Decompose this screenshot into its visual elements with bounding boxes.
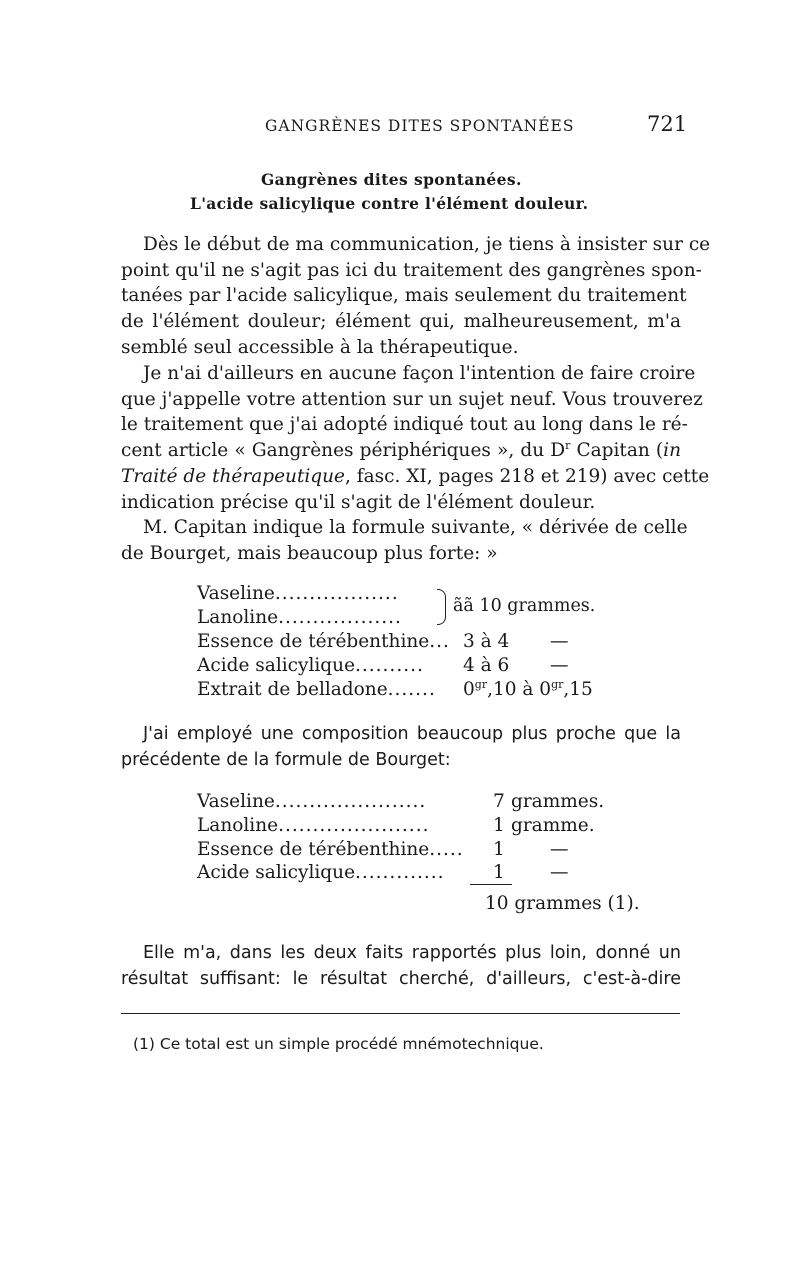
- right-brace: [437, 589, 446, 625]
- paragraph-3: [121, 515, 688, 566]
- unit: —: [550, 862, 569, 883]
- ingredient-name: Vaseline: [197, 583, 275, 604]
- section-title-line1: Gangrènes dites spontanées.: [261, 170, 522, 189]
- formula-row: [197, 583, 399, 604]
- text-line: Dès le début de ma communication, je tiens à insister sur ce: [143, 234, 711, 255]
- text-line: que j'appelle votre attention sur un sujet neuf. Vous trouverez: [121, 388, 703, 410]
- paragraph-2: [121, 361, 710, 515]
- text-segment: , fasc. XI, pages 218 et 219) avec cette: [345, 465, 710, 487]
- paragraph-4: [121, 722, 681, 773]
- text-line: Elle m'a, dans les deux faits rapportés plus loin, donné un: [143, 943, 681, 963]
- text-line: point qu'il ne s'agit pas ici du traitement des gangrènes spon-: [121, 259, 702, 281]
- footnote-rule: [121, 1013, 680, 1014]
- text-line: [121, 464, 710, 490]
- quantity: 7: [493, 791, 505, 812]
- formula-row: [197, 607, 402, 628]
- quantity: 3 à 4: [463, 631, 510, 652]
- text-segment: Capitan (: [570, 440, 664, 462]
- superscript: gr: [474, 677, 488, 691]
- text-segment: cent article « Gangrènes périphériques », du D: [121, 440, 566, 462]
- running-head: GANGRÈNES DITES SPONTANÉES: [265, 117, 575, 135]
- section-title-line2: L'acide salicylique contre l'élément douleur.: [190, 194, 589, 213]
- brace-quantity: ãã 10 grammes.: [453, 596, 596, 616]
- leader-dots: .....: [429, 839, 464, 860]
- text-line: tanées par l'acide salicylique, mais seulement du traitement: [121, 285, 687, 307]
- quantity-part: 0: [463, 679, 475, 700]
- leader-dots: ..........: [355, 655, 424, 676]
- formula-row: [197, 839, 464, 860]
- unit: —: [550, 839, 569, 860]
- ingredient-name: Lanoline: [197, 607, 279, 628]
- text-line: de l'élément douleur; élément qui, malheureusement, m'a: [121, 311, 681, 333]
- quantity: 1: [493, 815, 505, 836]
- ingredient-name: Acide salicylique: [197, 862, 356, 883]
- text-line: M. Capitan indique la formule suivante, « dérivée de celle: [143, 517, 688, 538]
- text-line: indication précise qu'il s'agit de l'élément douleur.: [121, 491, 596, 513]
- formula-row: [197, 655, 424, 676]
- page-number: 721: [647, 112, 688, 136]
- ingredient-name: Lanoline: [197, 815, 279, 836]
- formula-row: [197, 631, 450, 652]
- text-line: de Bourget, mais beaucoup plus forte: »: [121, 542, 498, 564]
- ingredient-name: Essence de térébenthine: [197, 631, 430, 652]
- unit: —: [550, 655, 569, 676]
- quantity-part: ,10 à 0: [487, 679, 552, 700]
- leader-dots: ......................: [278, 815, 430, 836]
- text-line: J'ai employé une composition beaucoup plus proche que la: [143, 724, 681, 744]
- formula-row: [197, 679, 436, 700]
- formula-row: [197, 862, 444, 883]
- total: 10 grammes (1).: [485, 893, 640, 914]
- italic-text: in: [663, 440, 681, 462]
- quantity: 1: [493, 839, 505, 860]
- text-line: le traitement que j'ai adopté indiqué tout au long dans le ré-: [121, 414, 688, 436]
- quantity: 4 à 6: [463, 655, 510, 676]
- ingredient-name: Vaseline: [197, 791, 275, 812]
- unit: gramme.: [511, 815, 595, 836]
- unit: grammes.: [511, 791, 605, 812]
- superscript: gr: [551, 677, 564, 691]
- text-line: semblé seul accessible à la thérapeutique.: [121, 336, 519, 358]
- leader-dots: ......................: [274, 791, 427, 812]
- superscript: r: [565, 438, 571, 452]
- formula-row: [197, 815, 429, 836]
- paragraph-1: [121, 232, 711, 361]
- quantity: 1: [493, 862, 505, 883]
- quantity: [463, 679, 593, 700]
- ingredient-name: Extrait de belladone: [197, 679, 388, 700]
- footnote: (1) Ce total est un simple procédé mnémotechnique.: [133, 1035, 544, 1053]
- ingredient-name: Acide salicylique: [197, 655, 356, 676]
- leader-dots: ..................: [278, 607, 402, 628]
- ingredient-name: Essence de térébenthine: [197, 839, 430, 860]
- quantity-part: ,15: [563, 679, 593, 700]
- sum-rule: [470, 884, 512, 885]
- formula-row: [197, 791, 426, 812]
- text-line: [121, 438, 681, 464]
- unit: —: [550, 631, 569, 652]
- leader-dots: .......: [387, 679, 436, 700]
- leader-dots: .............: [355, 862, 445, 883]
- text-line: résultat suffisant: le résultat cherché, d'ailleurs, c'est-à-dire: [121, 968, 681, 989]
- text-line: précédente de la formule de Bourget:: [121, 749, 451, 770]
- paragraph-5: [121, 941, 681, 992]
- leader-dots: ...: [429, 631, 450, 652]
- text-line: Je n'ai d'ailleurs en aucune façon l'intention de faire croire: [143, 363, 696, 384]
- italic-text: Traité de thérapeutique: [121, 465, 345, 487]
- leader-dots: ..................: [274, 583, 399, 604]
